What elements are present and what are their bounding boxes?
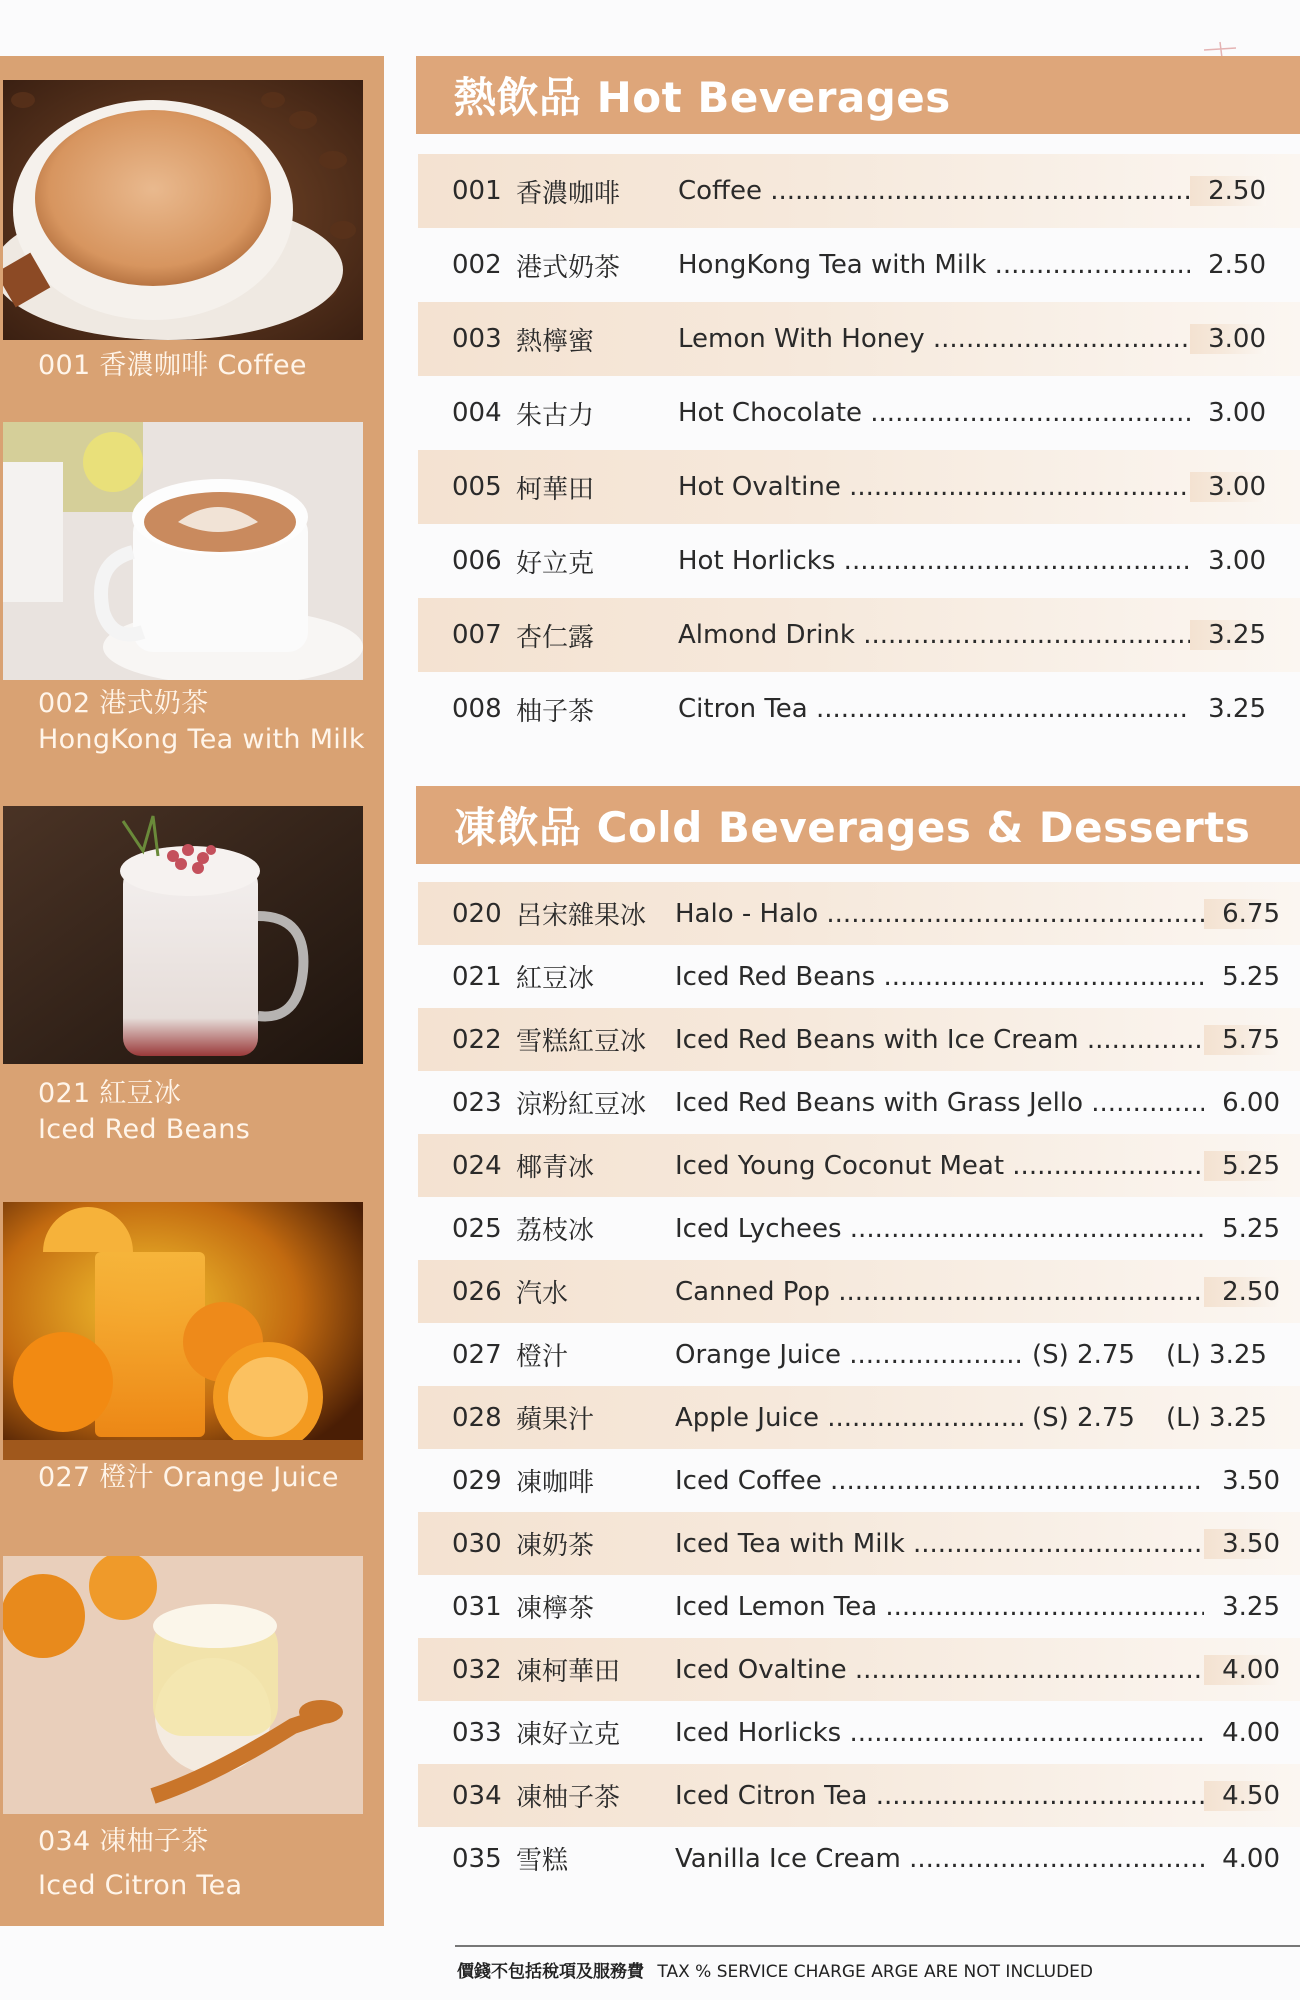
tax-notice-zh: 價錢不包括稅項及服務費 [457,1962,644,1982]
item-name-zh: 蘋果汁 [516,1405,595,1435]
item-price-large: (L) 3.25 [1166,1402,1267,1433]
item-name-en: Iced Lychees ..... [675,1214,1215,1244]
item-price: 3.00 [1190,398,1266,428]
menu-item-028 [418,1386,1300,1449]
item-price: 2.50 [1204,1277,1280,1307]
item-code: 028 [452,1402,502,1433]
item-name-en: Iced Coffee ..... [675,1466,1215,1496]
item-code: 002 [452,250,502,280]
item-code: 020 [452,898,502,929]
item-name-en: HongKong Tea with Milk ..... [678,250,1208,280]
item-name-en: Iced Young Coconut Meat ..... [675,1151,1215,1181]
item-price: 3.50 [1204,1466,1280,1496]
item-price: 3.50 [1204,1529,1280,1559]
menu-item-026 [418,1260,1300,1323]
menu-item-034 [418,1764,1300,1827]
item-price: 6.75 [1204,899,1280,929]
menu-item-004 [418,376,1300,450]
item-price-small: (S) 2.75 [1032,1402,1135,1433]
hot-beverages-header: 熱飲品 Hot Beverages [416,56,1300,134]
item-price: 3.25 [1190,620,1266,650]
item-price: 2.50 [1190,250,1266,280]
item-name-en: Citron Tea ..... [678,694,1208,724]
item-name-en: Iced Red Beans with Ice Cream ..... [675,1025,1215,1055]
item-price: 3.00 [1190,472,1266,502]
item-name-en: Iced Ovaltine ..... [675,1655,1215,1685]
menu-item-008 [418,672,1300,746]
milk-tea-photo [3,422,363,680]
menu-item-033 [418,1701,1300,1764]
item-code: 027 [452,1339,502,1370]
orange-juice-photo [3,1202,363,1460]
item-name-en: Iced Lemon Tea ..... [675,1592,1215,1622]
item-name-zh: 荔枝冰 [516,1216,595,1246]
item-name-zh: 香濃咖啡 [516,178,621,209]
item-price: 3.25 [1204,1592,1280,1622]
item-code: 035 [452,1843,502,1874]
item-name-zh: 柚子茶 [516,696,595,727]
menu-item-031 [418,1575,1300,1638]
caption-red-bean: 021 紅豆冰 Iced Red Beans [38,1078,251,1145]
cold-beverages-header: 凍飲品 Cold Beverages & Desserts [416,786,1300,864]
menu-item-030 [418,1512,1300,1575]
item-code: 021 [452,961,502,992]
item-code: 023 [452,1087,502,1118]
item-code: 032 [452,1654,502,1685]
item-name-zh: 凍柚子茶 [516,1783,621,1813]
item-code: 005 [452,472,502,502]
menu-item-024 [418,1134,1300,1197]
item-price: 4.00 [1204,1718,1280,1748]
item-price: 6.00 [1204,1088,1280,1118]
red-bean-ice-photo [3,806,363,1064]
item-price: 3.00 [1190,324,1266,354]
menu-item-021 [418,945,1300,1008]
item-name-en: Lemon With Honey ..... [678,324,1208,354]
footer-divider [455,1945,1300,1947]
item-price: 2.50 [1190,176,1266,206]
menu-item-032 [418,1638,1300,1701]
item-name-zh: 橙汁 [516,1342,569,1372]
caption-citron-tea: 034 凍柚子茶 Iced Citron Tea [38,1826,243,1901]
item-name-zh: 凍好立克 [516,1720,621,1750]
item-name-zh: 呂宋雜果冰 [516,901,647,931]
item-name-zh: 柯華田 [516,474,595,505]
item-name-en: Iced Red Beans ..... [675,962,1215,992]
menu-item-035 [418,1827,1300,1890]
item-name-zh: 汽水 [516,1279,569,1309]
item-price: 3.00 [1190,546,1266,576]
item-price: 4.50 [1204,1781,1280,1811]
menu-item-005 [418,450,1300,524]
item-name-en: Orange Juice ..... [675,1340,1025,1370]
item-code: 031 [452,1591,502,1622]
item-name-zh: 紅豆冰 [516,964,595,994]
item-price: 4.00 [1204,1655,1280,1685]
item-name-zh: 涼粉紅豆冰 [516,1090,647,1120]
item-code: 022 [452,1024,502,1055]
item-price: 3.25 [1190,694,1266,724]
menu-item-022 [418,1008,1300,1071]
item-name-en: Hot Ovaltine ..... [678,472,1208,502]
item-name-zh: 椰青冰 [516,1153,595,1183]
menu-item-029 [418,1449,1300,1512]
menu-item-020 [418,882,1300,945]
item-name-zh: 雪糕 [516,1846,569,1876]
item-name-en: Vanilla Ice Cream ..... [675,1844,1215,1874]
item-code: 025 [452,1213,502,1244]
item-name-zh: 好立克 [516,548,595,579]
item-name-en: Apple Juice ..... [675,1403,1025,1433]
item-name-en: Iced Citron Tea ..... [675,1781,1215,1811]
caption-milk-tea: 002 港式奶茶 HongKong Tea with Milk [38,688,365,755]
item-code: 008 [452,694,502,724]
item-code: 029 [452,1465,502,1496]
item-price: 5.75 [1204,1025,1280,1055]
item-price-large: (L) 3.25 [1166,1339,1267,1370]
menu-item-023 [418,1071,1300,1134]
item-name-zh: 凍奶茶 [516,1531,595,1561]
photo-sidebar [0,56,384,1926]
item-name-en: Iced Red Beans with Grass Jello ..... [675,1088,1215,1118]
item-name-en: Almond Drink ..... [678,620,1208,650]
item-name-en: Hot Chocolate ..... [678,398,1208,428]
item-price: 4.00 [1204,1844,1280,1874]
item-name-zh: 港式奶茶 [516,252,621,283]
menu-item-006 [418,524,1300,598]
item-code: 026 [452,1276,502,1307]
menu-item-025 [418,1197,1300,1260]
item-name-en: Canned Pop ..... [675,1277,1215,1307]
item-name-en: Iced Tea with Milk ..... [675,1529,1215,1559]
menu-item-003 [418,302,1300,376]
item-name-en: Iced Horlicks ..... [675,1718,1215,1748]
item-name-zh: 雪糕紅豆冰 [516,1027,647,1057]
menu-item-027 [418,1323,1300,1386]
caption-orange-juice: 027 橙汁 Orange Juice [38,1462,339,1493]
coffee-photo [3,80,363,340]
item-price-small: (S) 2.75 [1032,1339,1135,1370]
item-code: 004 [452,398,502,428]
item-name-zh: 凍咖啡 [516,1468,595,1498]
item-code: 030 [452,1528,502,1559]
item-price: 5.25 [1204,962,1280,992]
citron-tea-photo [3,1556,363,1814]
tax-notice-en: TAX % SERVICE CHARGE ARGE ARE NOT INCLUDED [657,1962,1094,1982]
item-code: 003 [452,324,502,354]
item-name-zh: 熱檸蜜 [516,326,595,357]
item-name-zh: 凍檸茶 [516,1594,595,1624]
menu-item-007 [418,598,1300,672]
item-name-en: Halo - Halo ..... [675,899,1215,929]
item-code: 034 [452,1780,502,1811]
menu-item-002 [418,228,1300,302]
item-code: 006 [452,546,502,576]
tax-notice [457,1957,1093,1982]
menu-item-001 [418,154,1300,228]
item-name-en: Coffee ..... [678,176,1208,206]
item-name-zh: 杏仁露 [516,622,595,653]
item-name-en: Hot Horlicks ..... [678,546,1208,576]
item-name-zh: 朱古力 [516,400,595,431]
item-price: 5.25 [1204,1214,1280,1244]
item-code: 033 [452,1717,502,1748]
caption-coffee: 001 香濃咖啡 Coffee [38,350,307,381]
item-price: 5.25 [1204,1151,1280,1181]
item-code: 007 [452,620,502,650]
item-code: 001 [452,176,502,206]
item-name-zh: 凍柯華田 [516,1657,621,1687]
item-code: 024 [452,1150,502,1181]
